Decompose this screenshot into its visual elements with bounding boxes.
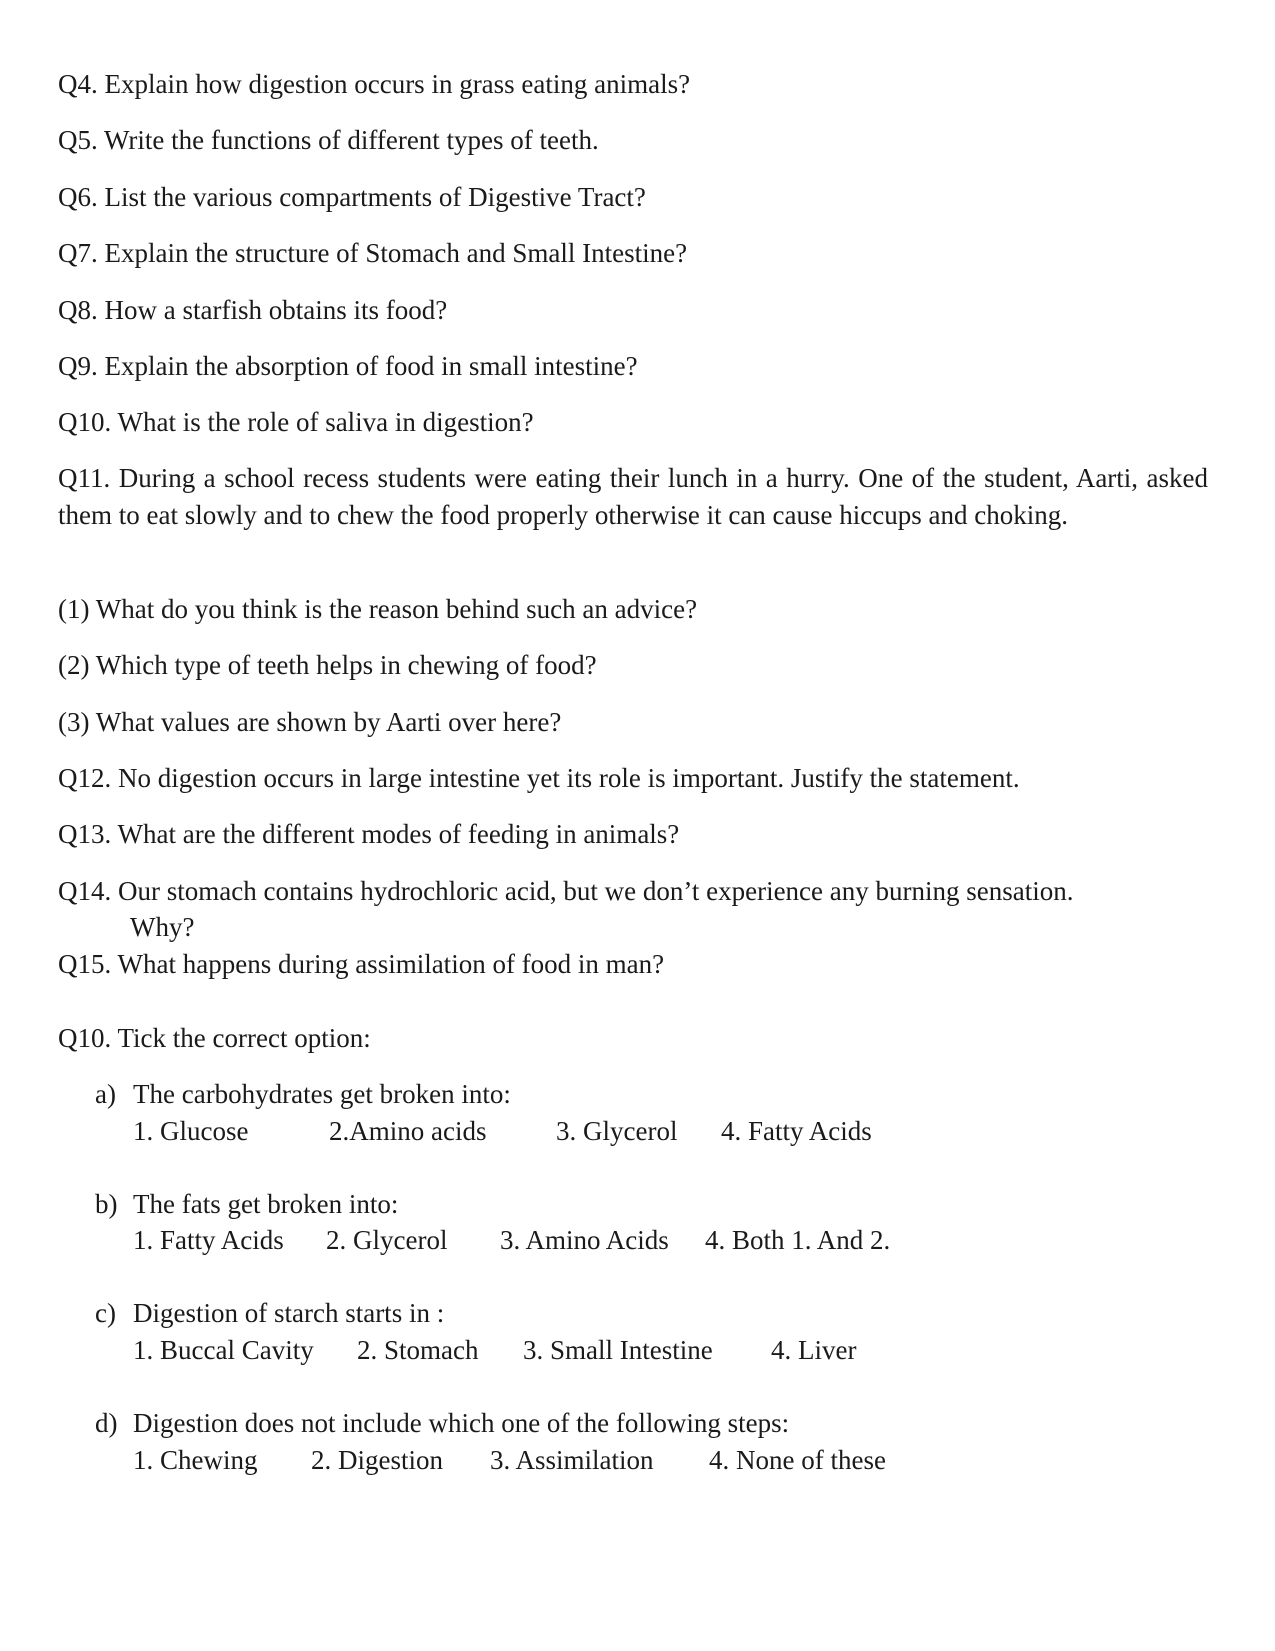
question-q14: Q14. Our stomach contains hydrochloric acid, but we don’t experience any burning sensation.: [58, 876, 1074, 906]
mcq-option: 1. Chewing: [133, 1445, 258, 1475]
mcq-option: 4. Liver: [771, 1335, 857, 1365]
question-q11: Q11. During a school recess students were eating their lunch in a hurry. One of the student, Aarti, asked them to eat slowly and to chew the food properly otherwise it can cause hiccups and choking.: [58, 463, 1208, 530]
mcq-item-question: Digestion of starch starts in :: [133, 1298, 445, 1328]
mcq-item-label: d): [95, 1408, 118, 1438]
question-q11-sub2: (2) Which type of teeth helps in chewing of food?: [58, 650, 597, 680]
question-q14-continuation: Why?: [130, 912, 195, 942]
mcq-item-question: Digestion does not include which one of the following steps:: [133, 1408, 790, 1438]
mcq-heading: Q10. Tick the correct option:: [58, 1023, 371, 1053]
mcq-option: 4. Both 1. And 2.: [705, 1225, 891, 1255]
question-q11-sub3: (3) What values are shown by Aarti over here?: [58, 707, 562, 737]
question-q6: Q6. List the various compartments of Digestive Tract?: [58, 182, 646, 212]
mcq-option: 2. Digestion: [311, 1445, 443, 1475]
question-q10: Q10. What is the role of saliva in digestion?: [58, 407, 534, 437]
question-q4: Q4. Explain how digestion occurs in grass eating animals?: [58, 69, 691, 99]
question-q12: Q12. No digestion occurs in large intestine yet its role is important. Justify the statement.: [58, 763, 1020, 793]
mcq-item-label: c): [95, 1298, 116, 1328]
mcq-option: 1. Buccal Cavity: [133, 1335, 314, 1365]
mcq-option: 4. Fatty Acids: [721, 1116, 872, 1146]
mcq-option: 3. Small Intestine: [523, 1335, 713, 1365]
question-q11-sub1: (1) What do you think is the reason behind such an advice?: [58, 594, 698, 624]
question-q15: Q15. What happens during assimilation of food in man?: [58, 949, 665, 979]
mcq-item-label: a): [95, 1079, 116, 1109]
question-q7: Q7. Explain the structure of Stomach and Small Intestine?: [58, 238, 688, 268]
mcq-option: 1. Glucose: [133, 1116, 249, 1146]
mcq-item-question: The fats get broken into:: [133, 1189, 399, 1219]
mcq-item-label: b): [95, 1189, 118, 1219]
mcq-option: 2.Amino acids: [329, 1116, 487, 1146]
mcq-item-question: The carbohydrates get broken into:: [133, 1079, 511, 1109]
question-q8: Q8. How a starfish obtains its food?: [58, 295, 448, 325]
mcq-option: 3. Assimilation: [490, 1445, 654, 1475]
mcq-option: 1. Fatty Acids: [133, 1225, 284, 1255]
mcq-option: 3. Glycerol: [556, 1116, 678, 1146]
question-q9: Q9. Explain the absorption of food in small intestine?: [58, 351, 638, 381]
mcq-option: 2. Stomach: [357, 1335, 479, 1365]
question-q5: Q5. Write the functions of different types of teeth.: [58, 125, 599, 155]
mcq-option: 3. Amino Acids: [500, 1225, 669, 1255]
mcq-option: 4. None of these: [709, 1445, 886, 1475]
question-q13: Q13. What are the different modes of feeding in animals?: [58, 819, 680, 849]
mcq-option: 2. Glycerol: [326, 1225, 448, 1255]
